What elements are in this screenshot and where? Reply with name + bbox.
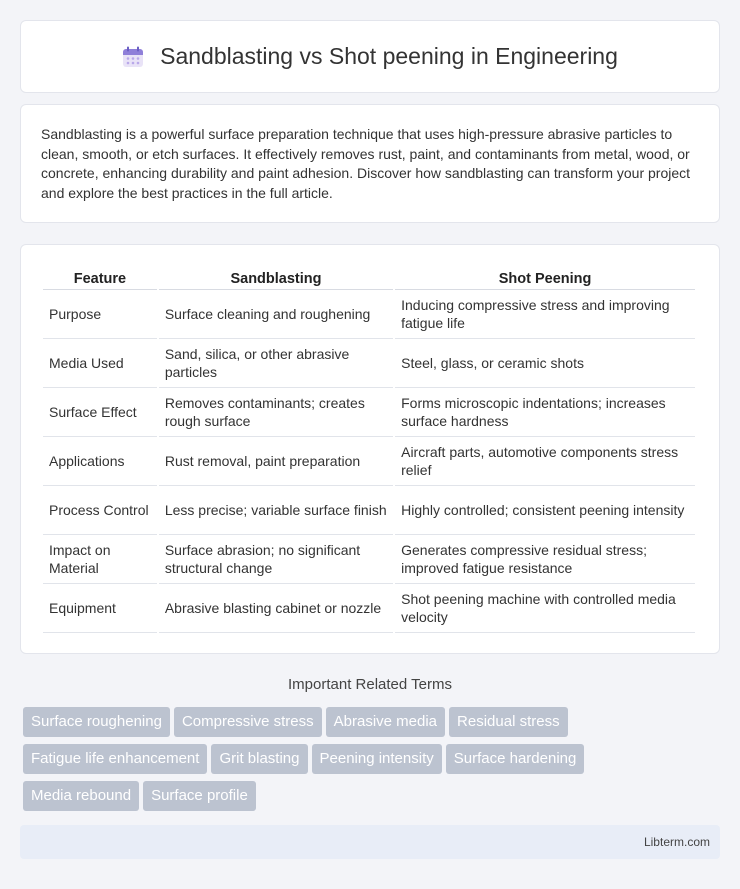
related-terms-title: Important Related Terms xyxy=(288,676,452,693)
table-cell: Generates compressive residual stress; improved fatigue resistance xyxy=(395,535,695,584)
table-row xyxy=(43,486,695,535)
table-cell: Highly controlled; consistent peening intensity xyxy=(395,486,695,535)
table-cell: Rust removal, paint preparation xyxy=(159,437,393,486)
related-term-tag[interactable]: Residual stress xyxy=(449,707,568,737)
header-card xyxy=(20,20,720,93)
related-term-tag[interactable]: Surface hardening xyxy=(446,744,585,774)
table-cell: Purpose xyxy=(43,290,157,339)
table-cell: Surface cleaning and roughening xyxy=(159,290,393,339)
related-terms-list xyxy=(23,707,723,818)
table-row xyxy=(43,388,695,437)
table-cell: Sand, silica, or other abrasive particles xyxy=(159,339,393,388)
related-term-tag[interactable]: Media rebound xyxy=(23,781,139,811)
related-term-tag[interactable]: Surface profile xyxy=(143,781,256,811)
footer-site-link[interactable]: Libterm.com xyxy=(643,835,710,849)
page-title: Sandblasting vs Shot peening in Engineering xyxy=(160,43,618,69)
table-cell: Steel, glass, or ceramic shots xyxy=(395,339,695,388)
table-cell: Abrasive blasting cabinet or nozzle xyxy=(159,584,393,633)
table-row xyxy=(43,584,695,633)
table-cell: Process Control xyxy=(43,486,157,535)
header-shot-peening: Shot Peening xyxy=(395,265,695,290)
table-cell: Inducing compressive stress and improving fatigue life xyxy=(395,290,695,339)
footer xyxy=(20,825,720,859)
comparison-table-card xyxy=(20,244,720,654)
table-cell: Applications xyxy=(43,437,157,486)
table-cell: Equipment xyxy=(43,584,157,633)
related-term-tag[interactable]: Abrasive media xyxy=(326,707,445,737)
table-cell: Impact on Material xyxy=(43,535,157,584)
table-cell: Forms microscopic indentations; increases surface hardness xyxy=(395,388,695,437)
intro-text: Sandblasting is a powerful surface preparation technique that uses high-pressure abrasive particles to clean, smooth, or etch surfaces. It effectively removes rust, paint, and contaminants from metal, wood, or concrete, enhancing durability and paint adhesion. Discover how sandblasting can transform your project and explore the best practices in the full article. xyxy=(41,126,691,201)
related-term-tag[interactable]: Compressive stress xyxy=(174,707,322,737)
related-term-tag[interactable]: Fatigue life enhancement xyxy=(23,744,207,774)
intro-card xyxy=(20,104,720,223)
related-term-tag[interactable]: Surface roughening xyxy=(23,707,170,737)
table-row xyxy=(43,535,695,584)
header-sandblasting: Sandblasting xyxy=(159,265,393,290)
table-cell: Less precise; variable surface finish xyxy=(159,486,393,535)
table-row xyxy=(43,339,695,388)
header-feature: Feature xyxy=(43,265,157,290)
table-cell: Media Used xyxy=(43,339,157,388)
table-row xyxy=(43,437,695,486)
related-term-tag[interactable]: Peening intensity xyxy=(312,744,442,774)
table-cell: Aircraft parts, automotive components stress relief xyxy=(395,437,695,486)
table-cell: Shot peening machine with controlled media velocity xyxy=(395,584,695,633)
table-row xyxy=(43,290,695,339)
related-term-tag[interactable]: Grit blasting xyxy=(211,744,307,774)
table-header-row xyxy=(43,265,695,290)
calendar-icon xyxy=(122,46,144,68)
table-cell: Surface abrasion; no significant structural change xyxy=(159,535,393,584)
table-cell: Surface Effect xyxy=(43,388,157,437)
comparison-table xyxy=(41,265,697,633)
table-cell: Removes contaminants; creates rough surface xyxy=(159,388,393,437)
